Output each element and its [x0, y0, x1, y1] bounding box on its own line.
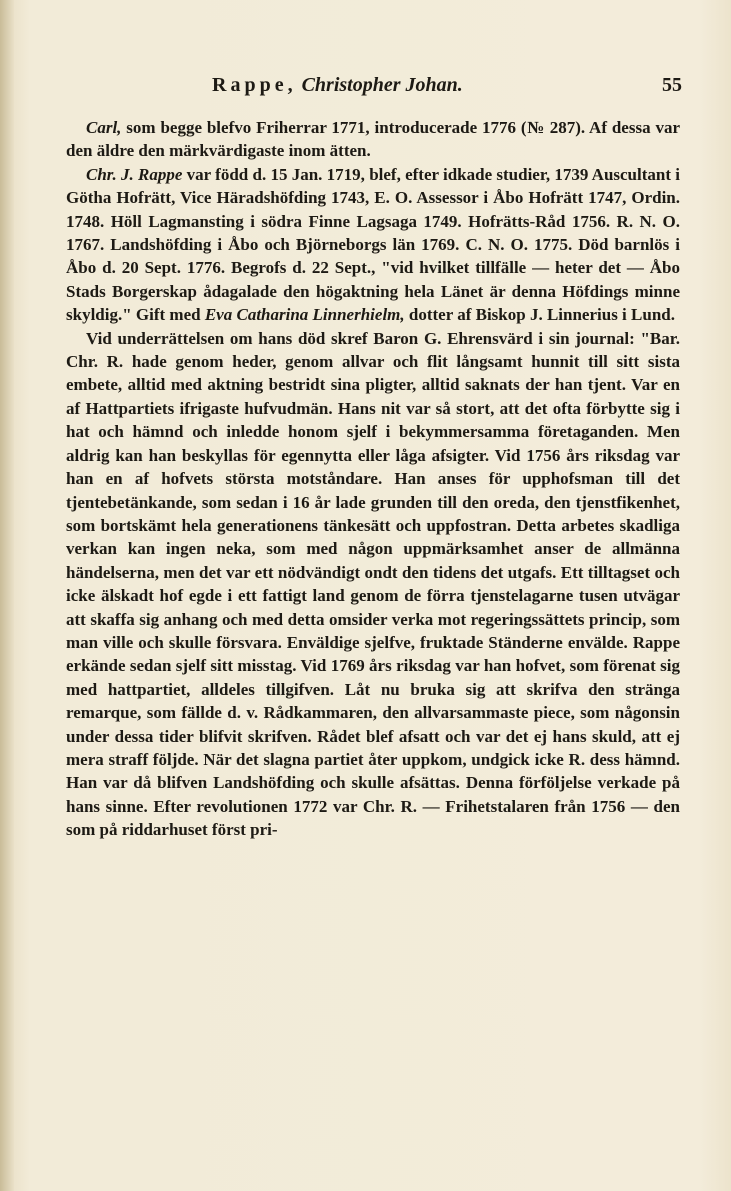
- book-spine-shadow: [0, 0, 14, 1191]
- paragraph-2-text-a: var född d. 15 Jan. 1719, blef, efter idkade studier, 1739 Auscultant i Götha Hofrätt, Vice Häradshöfding 1743, E. O. Assessor i Åbo Hofrätt 1747, Ordin. 1748. Höll Lagmansting i södra Finne Lagsaga 1749. Hofrätts-Råd 1756. R. N. O. 1767. Landshöfding i Åbo och Björneborgs län 1769. C. N. O. 1775. Död barnlös i Åbo d. 20 Sept. 1776. Begrofs d. 22 Sept., "vid hvilket tillfälle — heter det — Åbo Stads Borgerskap ådagalade den högaktning hela Länet är denna Höfdings minne skyldig." Gift med: [66, 164, 680, 325]
- header-title: Christopher Johan.: [301, 74, 463, 96]
- paragraph-3: Vid underrättelsen om hans död skref Baron G. Ehrensvärd i sin journal: "Bar. Chr. R. hade genom heder, genom allvar och flit långsamt hunnit till sitt sista embete, alltid med aktning bestridt sina pligter, alltid saknats der han tjent. Var en af Hattpartiets ifrigaste hufvudmän. Hans nit var så stort, att det ofta förbytte sig i hat och hämnd och inledde honom sjelf i bekymmersamma företaganden. Men aldrig kan han beskyllas för egennytta eller låga afsigter. Vid 1756 års riksdag var han en af hofvets största motståndare. Han anses för upphofsman till det tjentebetänkande, som sedan i 16 år lade grunden till den oreda, den tjenstfikenhet, som bortskämt hela generationens tänkesätt och uppfostran. Detta arbetes skadliga verkan kan ingen neka, som med någon uppmärksamhet anser de allmänna händelserna, men det var ett nödvändigt ondt den tidens det utgafs. Ett tilltagset och icke älskadt hof egde i ett fattigt land genom de förra tjenstelagarne tusen utvägar att skaffa sig anhang och med detta omsider verka mot regeringssättets princip, som man ville och skulle försvara. Enväldige sjelfve, fruktade Ständerne envälde. Rappe erkände sedan sjelf sitt misstag. Vid 1769 års riksdag var han hofvet, som förenat sig med hattpartiet, alldeles tillgifven. Låt nu bruka sig att skrifva den stränga remarque, som fällde d. v. Rådkammaren, den allvarsammaste piece, som någonsin under dessa tider blifvit skrifven. Rådet blef afsatt och var det ej hans skuld, att ej mera straff följde. När det slagna partiet åter uppkom, undgick icke R. dess hämnd. Han var då blifven Landshöfding och skulle afsättas. Denna förföljelse verkade på hans sinne. Efter revolutionen 1772 var Chr. R. — Frihetstalaren från 1756 — den som på riddarhuset först pri-: [66, 328, 680, 840]
- header-name: Rappe,: [212, 74, 297, 96]
- running-header: [62, 74, 682, 104]
- running-title: [212, 74, 463, 97]
- page-body: [66, 116, 680, 842]
- name-chr-j-rappe: Chr. J. Rappe: [86, 164, 183, 184]
- page-number: 55: [662, 74, 682, 96]
- name-carl: Carl,: [86, 118, 122, 137]
- paragraph-2: [66, 163, 680, 327]
- paragraph-1-text: som begge blefvo Friherrar 1771, introducerade 1776 (№ 287). Af dessa var den äldre den märkvärdigaste inom ätten.: [66, 118, 680, 161]
- name-eva-catharina: Eva Catharina Linnerhielm,: [204, 305, 405, 325]
- paragraph-2-text-b: dotter af Biskop J. Linnerius i Lund.: [404, 305, 675, 325]
- paragraph-1: [66, 116, 680, 163]
